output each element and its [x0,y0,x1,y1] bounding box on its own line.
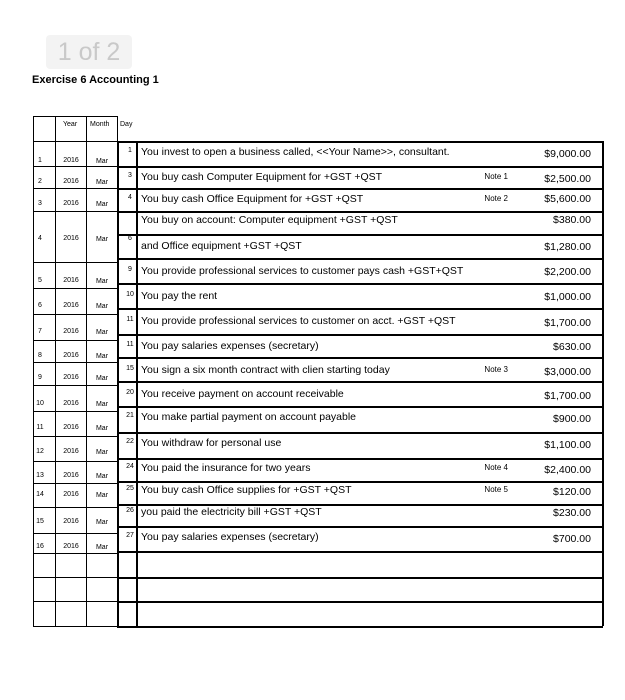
entry-description: You provide professional services to customer pays cash +GST+QST [141,265,464,277]
entry-day: 10 [126,291,134,298]
row-month: Mar [95,158,109,165]
row-number: 14 [36,491,44,498]
grid-line-horizontal [117,283,603,285]
row-month: Mar [95,544,109,551]
entry-day: 9 [128,266,132,273]
entry-day: 15 [126,365,134,372]
grid-line-horizontal [33,116,117,117]
year-column-header: Year [63,121,78,128]
entry-description: You withdraw for personal use [141,437,282,449]
row-number: 8 [38,352,42,359]
row-year: 2016 [63,518,79,525]
entry-description: You make partial payment on account payable [141,411,357,423]
grid-line-horizontal [33,211,117,212]
grid-line-horizontal [117,234,603,236]
row-number: 12 [36,448,44,455]
grid-line-horizontal [33,362,117,363]
entry-description: You buy cash Computer Equipment for +GST +QST [141,171,383,183]
row-number: 2 [38,178,42,185]
grid-line-horizontal [33,483,117,484]
row-number: 10 [36,400,44,407]
row-month: Mar [95,353,109,360]
row-month: Mar [95,449,109,456]
grid-line-horizontal [33,141,117,142]
row-number: 1 [38,157,42,164]
entry-description: You sign a six month contract with clien starting today [141,364,390,376]
grid-line-horizontal [117,188,603,190]
row-number: 15 [36,518,44,525]
grid-line-horizontal [33,533,117,534]
row-month: Mar [95,303,109,310]
grid-line-horizontal [33,262,117,263]
row-month: Mar [95,401,109,408]
entry-day: 11 [126,316,134,323]
row-year: 2016 [63,472,79,479]
grid-line-horizontal [117,334,603,336]
grid-line-horizontal [117,551,603,553]
entry-note: Note 5 [484,485,508,494]
entry-note: Note 1 [484,172,508,181]
entry-note: Note 2 [484,194,508,203]
entry-amount: $230.00 [553,507,591,519]
row-year: 2016 [63,374,79,381]
grid-line-horizontal [33,411,117,412]
row-month: Mar [95,179,109,186]
exercise-title: Exercise 6 Accounting 1 [32,74,159,86]
entry-amount: $900.00 [553,413,591,425]
entry-day: 25 [126,485,134,492]
entry-description: You pay salaries expenses (secretary) [141,340,319,352]
row-year: 2016 [63,235,79,242]
row-month: Mar [95,201,109,208]
grid-line-horizontal [117,141,603,143]
entry-amount: $5,600.00 [544,193,591,205]
row-month: Mar [95,425,109,432]
day-column-header: Day [120,121,133,128]
grid-line-horizontal [33,507,117,508]
entry-amount: $1,700.00 [544,390,591,402]
entry-day: 22 [126,438,134,445]
row-year: 2016 [63,302,79,309]
grid-line-horizontal [33,314,117,315]
grid-line-vertical [117,141,119,626]
grid-line-horizontal [33,626,117,627]
row-number: 16 [36,543,44,550]
entry-amount: $2,200.00 [544,266,591,278]
entry-day: 24 [126,463,134,470]
entry-amount: $3,000.00 [544,366,591,378]
row-year: 2016 [63,448,79,455]
row-year: 2016 [63,178,79,185]
row-number: 9 [38,374,42,381]
grid-line-vertical [602,141,604,626]
row-month: Mar [95,519,109,526]
entry-description: You paid the insurance for two years [141,462,311,474]
grid-line-horizontal [117,166,603,168]
row-month: Mar [95,236,109,243]
entry-description: You receive payment on account receivable [141,388,344,400]
row-number: 11 [36,424,44,431]
grid-line-horizontal [33,385,117,386]
entry-day: 6 [128,235,132,242]
row-year: 2016 [63,400,79,407]
entry-amount: $380.00 [553,214,591,226]
grid-line-horizontal [117,432,603,434]
row-year: 2016 [63,424,79,431]
entry-day: 11 [126,341,134,348]
month-column-header: Month [90,121,110,128]
grid-line-horizontal [117,526,603,528]
grid-line-horizontal [33,436,117,437]
entry-amount: $700.00 [553,533,591,545]
row-year: 2016 [63,491,79,498]
row-month: Mar [95,375,109,382]
row-year: 2016 [63,352,79,359]
row-year: 2016 [63,543,79,550]
row-year: 2016 [63,277,79,284]
entry-description: You provide professional services to customer on acct. +GST +QST [141,315,456,327]
entry-note: Note 4 [484,463,508,472]
row-number: 3 [38,200,42,207]
row-year: 2016 [63,328,79,335]
page-indicator: 1 of 2 [46,35,132,69]
row-year: 2016 [63,200,79,207]
entry-day: 27 [126,532,134,539]
entry-amount: $630.00 [553,341,591,353]
row-month: Mar [95,492,109,499]
row-number: 5 [38,277,42,284]
entry-day: 1 [128,147,132,154]
entry-description: You buy cash Office Equipment for +GST +QST [141,193,364,205]
grid-line-horizontal [33,577,117,578]
row-number: 13 [36,472,44,479]
grid-line-horizontal [117,308,603,310]
entry-description: You buy cash Office supplies for +GST +QST [141,484,352,496]
grid-line-horizontal [33,166,117,167]
grid-line-horizontal [117,258,603,260]
entry-day: 4 [128,194,132,201]
grid-line-horizontal [33,188,117,189]
grid-line-vertical [136,141,138,626]
entry-description: You pay salaries expenses (secretary) [141,531,319,543]
grid-line-horizontal [117,626,603,628]
entry-amount: $2,500.00 [544,173,591,185]
grid-line-horizontal [33,461,117,462]
entry-amount: $2,400.00 [544,464,591,476]
row-month: Mar [95,278,109,285]
entry-day: 21 [126,412,134,419]
entry-description: You invest to open a business called, <<Your Name>>, consultant. [141,146,450,158]
grid-line-horizontal [33,601,117,602]
grid-line-horizontal [117,577,603,579]
grid-line-horizontal [117,357,603,359]
grid-line-horizontal [117,601,603,603]
entry-description: you paid the electricity bill +GST +QST [141,506,322,518]
grid-line-horizontal [33,340,117,341]
grid-line-horizontal [117,211,603,213]
entry-amount: $1,000.00 [544,291,591,303]
entry-description: and Office equipment +GST +QST [141,240,302,252]
row-year: 2016 [63,157,79,164]
grid-line-horizontal [117,481,603,483]
entry-note: Note 3 [484,365,508,374]
entry-day: 26 [126,507,134,514]
entry-amount: $1,280.00 [544,241,591,253]
grid-line-horizontal [117,381,603,383]
entry-amount: $1,100.00 [544,439,591,451]
entry-amount: $9,000.00 [544,148,591,160]
grid-line-horizontal [117,458,603,460]
entry-amount: $1,700.00 [544,317,591,329]
row-number: 4 [38,235,42,242]
grid-line-horizontal [33,553,117,554]
grid-line-vertical [86,116,87,626]
row-month: Mar [95,329,109,336]
entry-day: 3 [128,172,132,179]
grid-line-horizontal [33,288,117,289]
entry-amount: $120.00 [553,486,591,498]
row-number: 7 [38,328,42,335]
entry-day: 20 [126,389,134,396]
row-number: 6 [38,302,42,309]
entry-description: You buy on account: Computer equipment +GST +QST [141,214,398,226]
row-month: Mar [95,473,109,480]
grid-line-horizontal [117,406,603,408]
entry-description: You pay the rent [141,290,218,302]
